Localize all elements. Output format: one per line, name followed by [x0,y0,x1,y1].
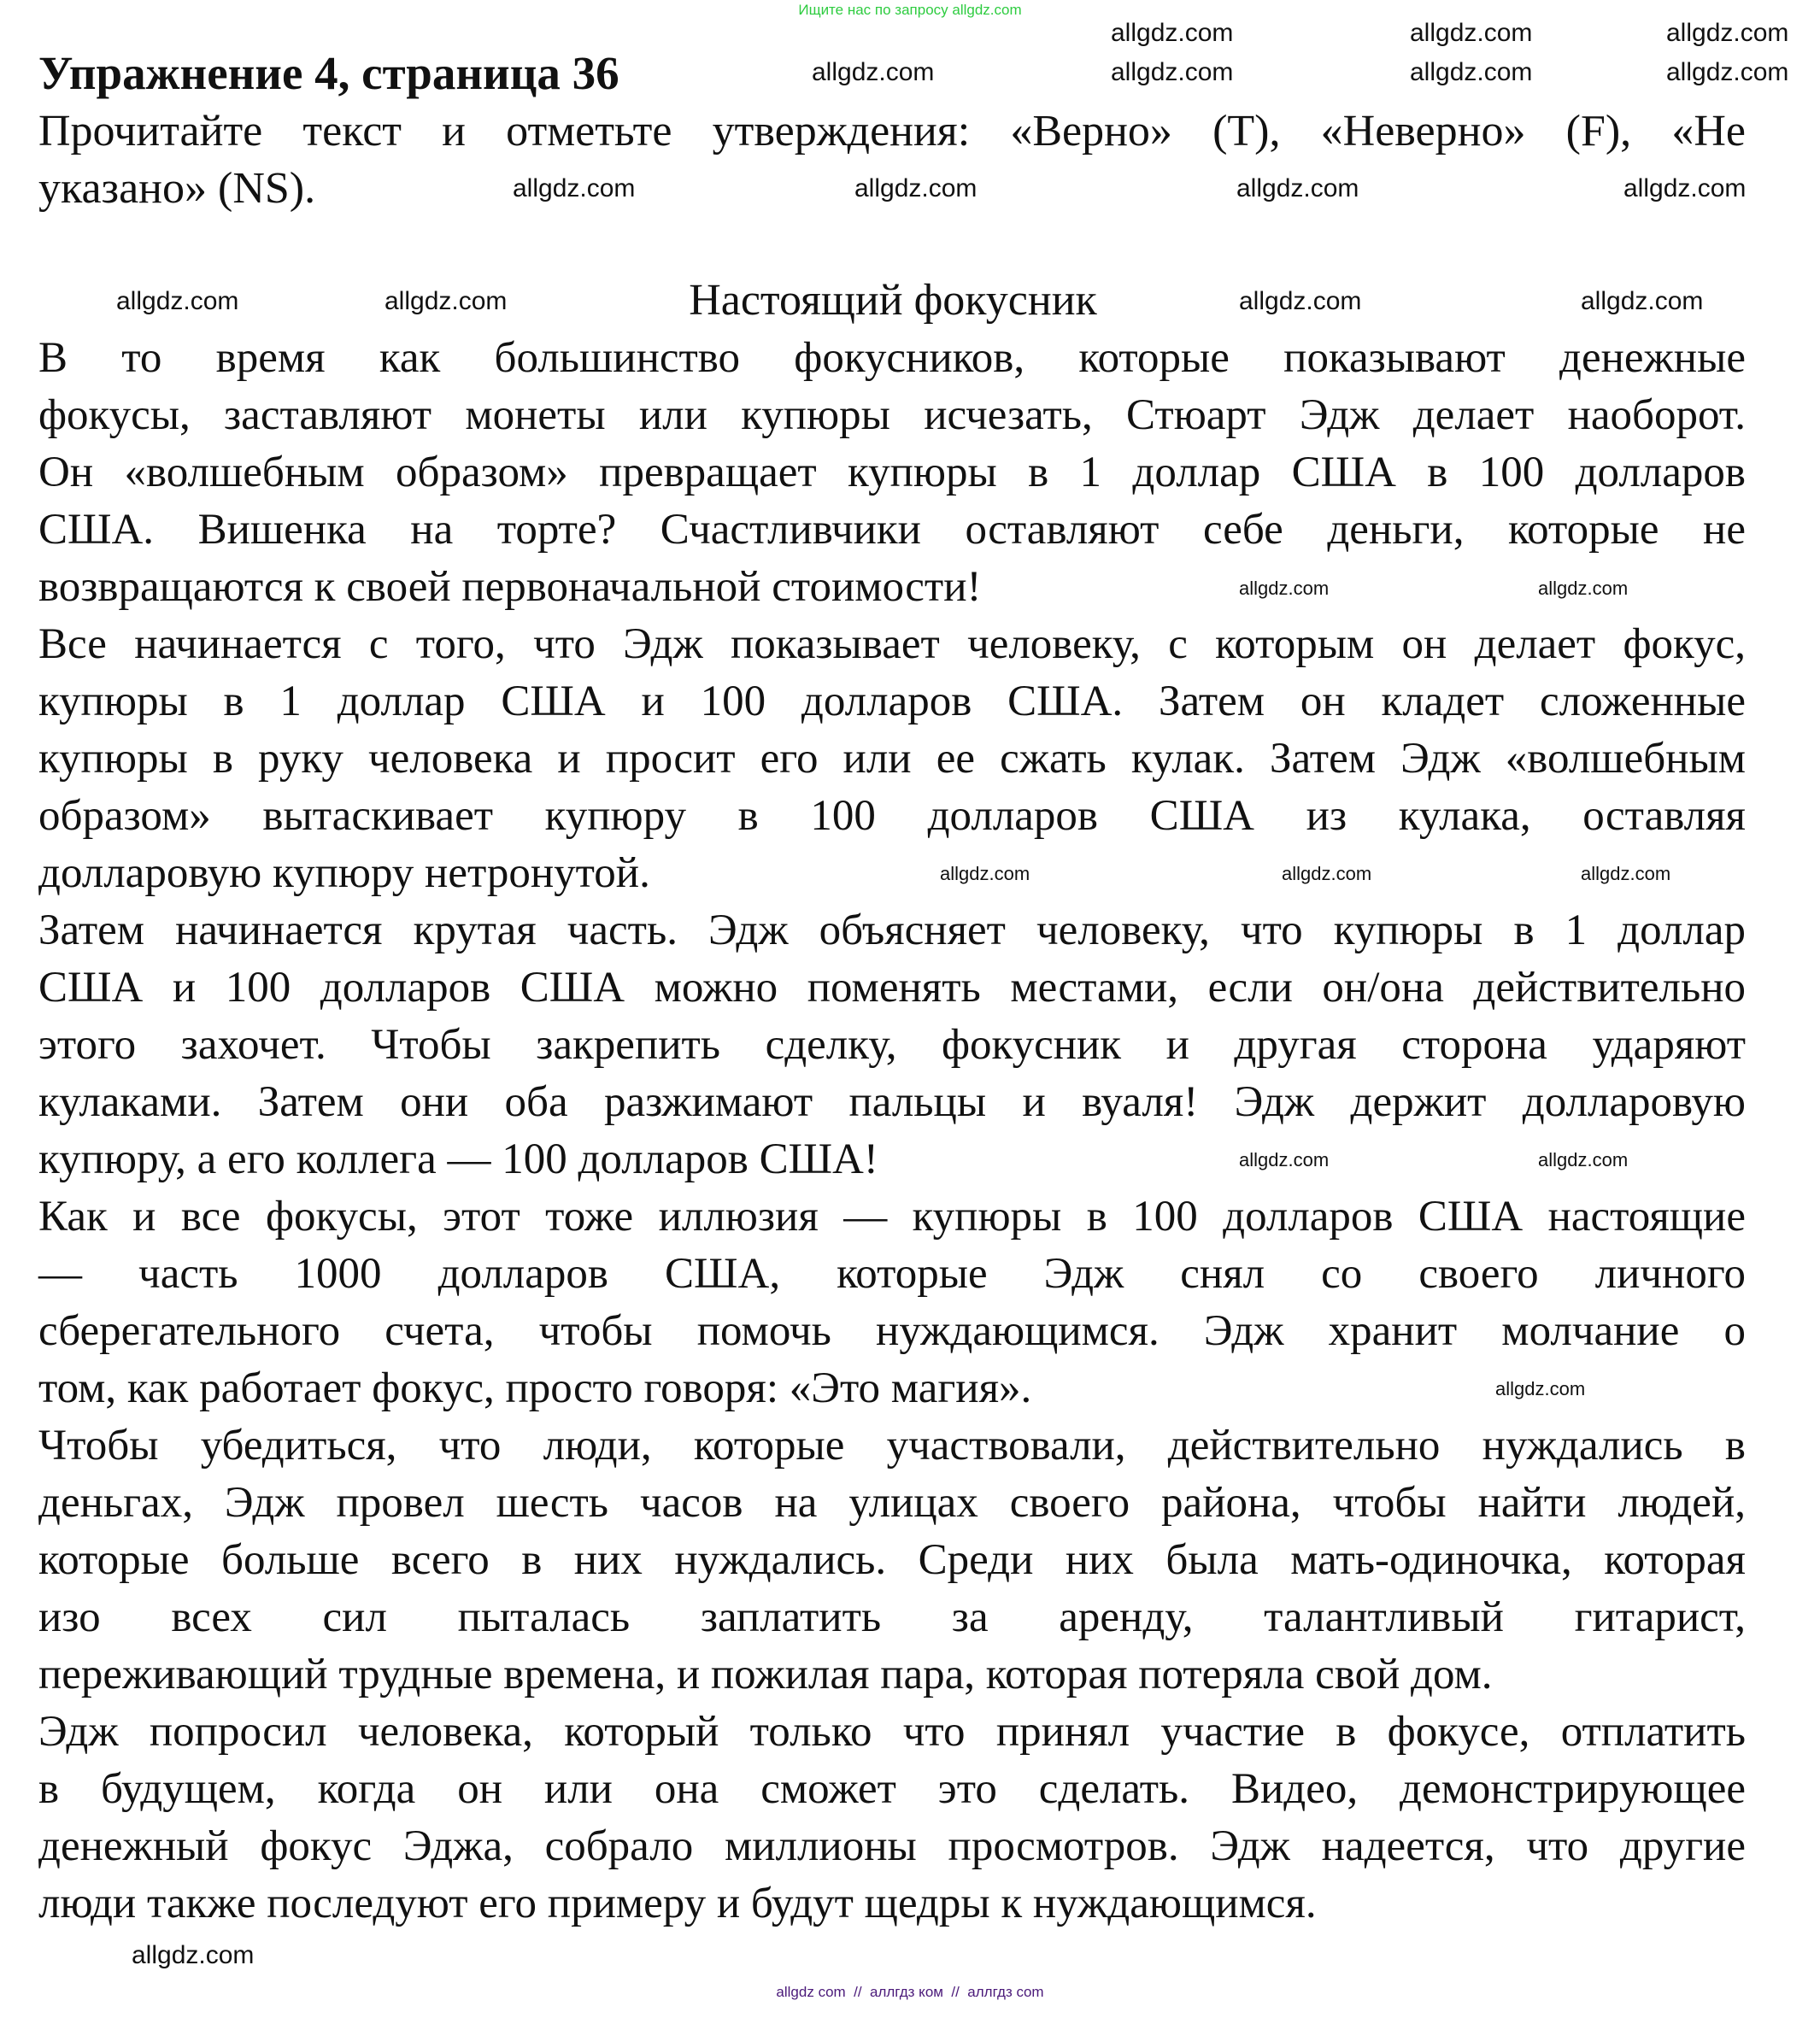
paragraph [38,902,1746,1188]
paragraph [38,616,1746,902]
watermark: allgdz.com [1239,578,1330,599]
watermark: allgdz.com [1410,19,1533,47]
watermark: allgdz.com [1581,863,1671,884]
watermark: allgdz.com [1236,174,1359,202]
text-line: образом» вытаскивает купюру в 100 долларов США из кулака, оставляя [38,792,1746,840]
top-search-note: Ищите нас по запросу allgdz.com [798,2,1022,18]
text-line: возвращаются к своей первоначальной стоимости! [38,563,982,611]
text-line: фокусы, заставляют монеты или купюры исчезать, Стюарт Эдж делает наоборот. [38,391,1746,439]
watermark: allgdz.com [1623,174,1747,202]
text-line: люди также последуют его примеру и будут щедры к нуждающимся. [38,1880,1317,1927]
watermark: allgdz.com [385,287,508,315]
text-line: США. Вишенка на торте? Счастливчики оставляют себе деньги, которые не [38,506,1746,554]
watermark: allgdz.com [1666,19,1789,47]
text-line: Затем начинается крутая часть. Эдж объясняет человеку, что купюры в 1 доллар [38,906,1746,954]
footer-note: allgdz com // аллгдз ком // аллгдз com [776,1984,1044,2000]
watermark: allgdz.com [132,1941,255,1969]
text-line: купюру, а его коллега — 100 долларов США! [38,1135,878,1183]
paragraph [38,1704,1746,1933]
text-line: Эдж попросил человека, который только что принял участие в фокусе, отплатить [38,1708,1746,1756]
text-line: купюры в 1 доллар США и 100 долларов США. Затем он кладет сложенные [38,678,1746,725]
watermark: allgdz.com [1495,1378,1586,1399]
watermark: allgdz.com [1410,58,1533,86]
text-line: В то время как большинство фокусников, которые показывают денежные [38,334,1746,382]
text-line: Все начинается с того, что Эдж показывает человеку, с которым он делает фокус, [38,620,1746,668]
text-line: том, как работает фокус, просто говоря: «Это магия». [38,1364,1032,1412]
watermark: allgdz.com [854,174,978,202]
watermark: allgdz.com [116,287,239,315]
text-line: Как и все фокусы, этот тоже иллюзия — купюры в 100 долларов США настоящие [38,1193,1746,1241]
paragraph [38,1417,1746,1704]
watermark: allgdz.com [1282,863,1372,884]
text-line: в будущем, когда он или она сможет это сделать. Видео, демонстрирующее [38,1765,1746,1813]
text-line: купюры в руку человека и просит его или ее сжать кулак. Затем Эдж «волшебным [38,735,1746,783]
watermark: allgdz.com [1111,58,1234,86]
paragraph [38,330,1746,616]
text-title: Настоящий фокусник [689,276,1097,325]
watermark: allgdz.com [1581,287,1704,315]
text-line: — часть 1000 долларов США, которые Эдж снял со своего личного [38,1250,1746,1298]
watermark: allgdz.com [513,174,636,202]
exercise-title: Упражнение 4, страница 36 [38,47,619,99]
watermark: allgdz.com [1239,287,1362,315]
paragraph [38,1188,1746,1417]
instruction-line: указано» (NS). [38,164,316,213]
text-line: Он «волшебным образом» превращает купюры в 1 доллар США в 100 долларов [38,449,1746,496]
watermark: allgdz.com [1538,1149,1629,1170]
watermark: allgdz.com [1111,19,1234,47]
text-line: изо всех сил пыталась заплатить за аренду, талантливый гитарист, [38,1593,1746,1641]
watermark: allgdz.com [940,863,1030,884]
text-line: переживающий трудные времена, и пожилая пара, которая потеряла свой дом. [38,1651,1493,1698]
watermark: allgdz.com [1239,1149,1330,1170]
watermark: allgdz.com [1666,58,1789,86]
text-line: которые больше всего в них нуждались. Среди них была мать-одиночка, которая [38,1536,1746,1584]
text-line: деньгах, Эдж провел шесть часов на улицах своего района, чтобы найти людей, [38,1479,1746,1527]
text-line: Чтобы убедиться, что люди, которые участвовали, действительно нуждались в [38,1422,1746,1470]
text-line: этого захочет. Чтобы закрепить сделку, фокусник и другая сторона ударяют [38,1021,1746,1069]
watermark: allgdz.com [812,58,935,86]
instruction-line: Прочитайте текст и отметьте утверждения: «Верно» (T), «Неверно» (F), «Не [38,107,1746,155]
text-body [38,330,1746,1933]
text-line: сберегательного счета, чтобы помочь нуждающимся. Эдж хранит молчание о [38,1307,1746,1355]
text-line: США и 100 долларов США можно поменять местами, если он/она действительно [38,964,1746,1012]
text-line: кулаками. Затем они оба разжимают пальцы и вуаля! Эдж держит долларовую [38,1078,1746,1126]
watermark: allgdz.com [1538,578,1629,599]
text-line: денежный фокус Эджа, собрало миллионы просмотров. Эдж надеется, что другие [38,1822,1746,1870]
text-line: долларовую купюру нетронутой. [38,849,650,897]
